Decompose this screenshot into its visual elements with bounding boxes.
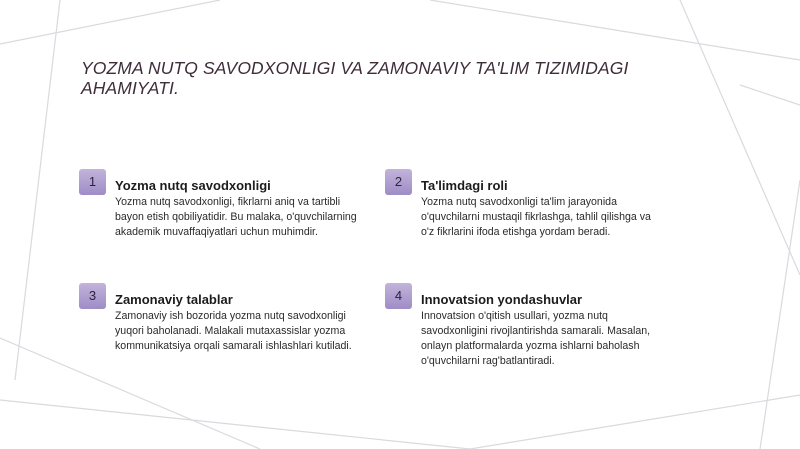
point-text: Yozma nutq savodxonligi ta'lim jarayonida o'quvchilarni mustaqil fikrlashga, tahlil qilishga va o'z fikrlarini ifoda etishga yordam beradi. [421,196,651,238]
point-heading: Zamonaviy talablar [115,292,233,307]
number-badge: 1 [79,169,106,195]
number-badge: 2 [385,169,412,195]
point-text: Yozma nutq savodxonligi, fikrlarni aniq va tartibli bayon etish qobiliyatidir. Bu malaka, o'quvchilarning akademik muvaffaqiyatlari uchun muhimdir. [115,196,357,238]
point-heading: Innovatsion yondashuvlar [421,292,583,307]
point-text: Zamonaviy ish bozorida yozma nutq savodxonligi yuqori baholanadi. Malakali mutaxassislar yozma kommunikatsiya orqali samarali ishlashlari kutiladi. [115,310,352,352]
point-heading: Ta'limdagi roli [421,178,508,193]
number-badge: 4 [385,283,412,309]
point-heading: Yozma nutq savodxonligi [115,178,271,193]
slide-title: YOZMA NUTQ SAVODXONLIGI VA ZAMONAVIY TA'LIM TIZIMIDAGI AHAMIYATI. [81,58,629,98]
point-text: Innovatsion o'qitish usullari, yozma nutq savodxonligini rivojlantirishda samarali. Masalan, onlayn platformalarda yozma ishlarni baholash o'quvchilarni rag'batlantiradi. [421,310,651,367]
number-badge: 3 [79,283,106,309]
